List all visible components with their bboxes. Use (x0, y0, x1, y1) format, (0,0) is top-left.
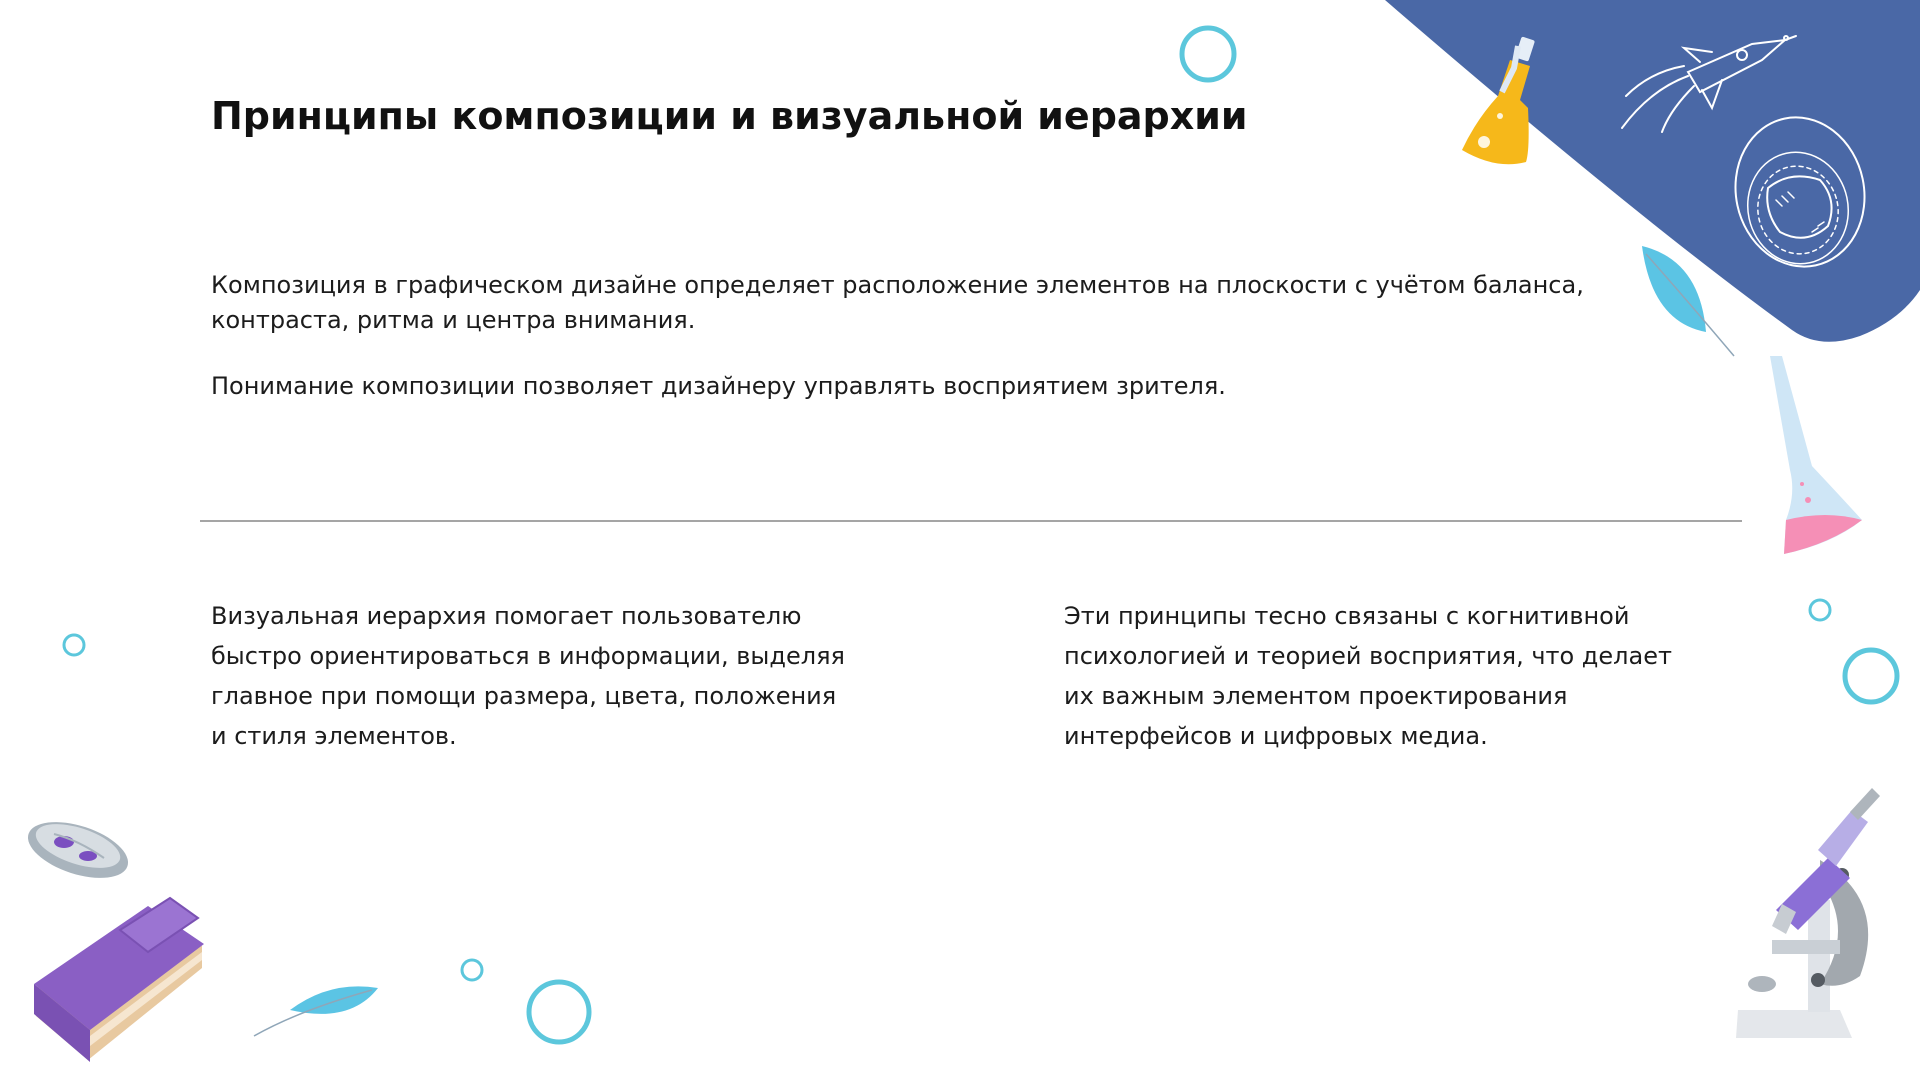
circle-icon (1182, 28, 1234, 80)
column-right-text: Эти принципы тесно связаны с когнитивной психологией и теорией восприятия, что делает их важным элементом проектирования интерфейсов и цифровых медиа. (1064, 602, 1672, 750)
book-icon (34, 898, 204, 1062)
circle-icon (529, 982, 589, 1042)
circle-icon (64, 635, 84, 655)
test-tube-icon (1770, 356, 1862, 554)
intro-paragraph: Композиция в графическом дизайне определяет расположение элементов на плоскости с учётом баланса, контраста, ритма и центра внимания. (211, 271, 1584, 334)
slide-title: Принципы композиции и визуальной иерархии (211, 94, 1248, 138)
intro-text (211, 268, 1641, 435)
microscope-icon (1736, 788, 1880, 1038)
petri-dish-icon (21, 811, 135, 889)
circle-icon (1810, 600, 1830, 620)
circle-icon (1845, 650, 1897, 702)
circle-icon (462, 960, 482, 980)
divider (200, 520, 1742, 522)
column-left-text: Визуальная иерархия помогает пользователю быстро ориентироваться в информации, выделяя главное при помощи размера, цвета, положения и стиля элементов. (211, 602, 845, 750)
intro-paragraph: Понимание композиции позволяет дизайнеру управлять восприятием зрителя. (211, 372, 1226, 400)
leaf-icon (254, 986, 378, 1036)
